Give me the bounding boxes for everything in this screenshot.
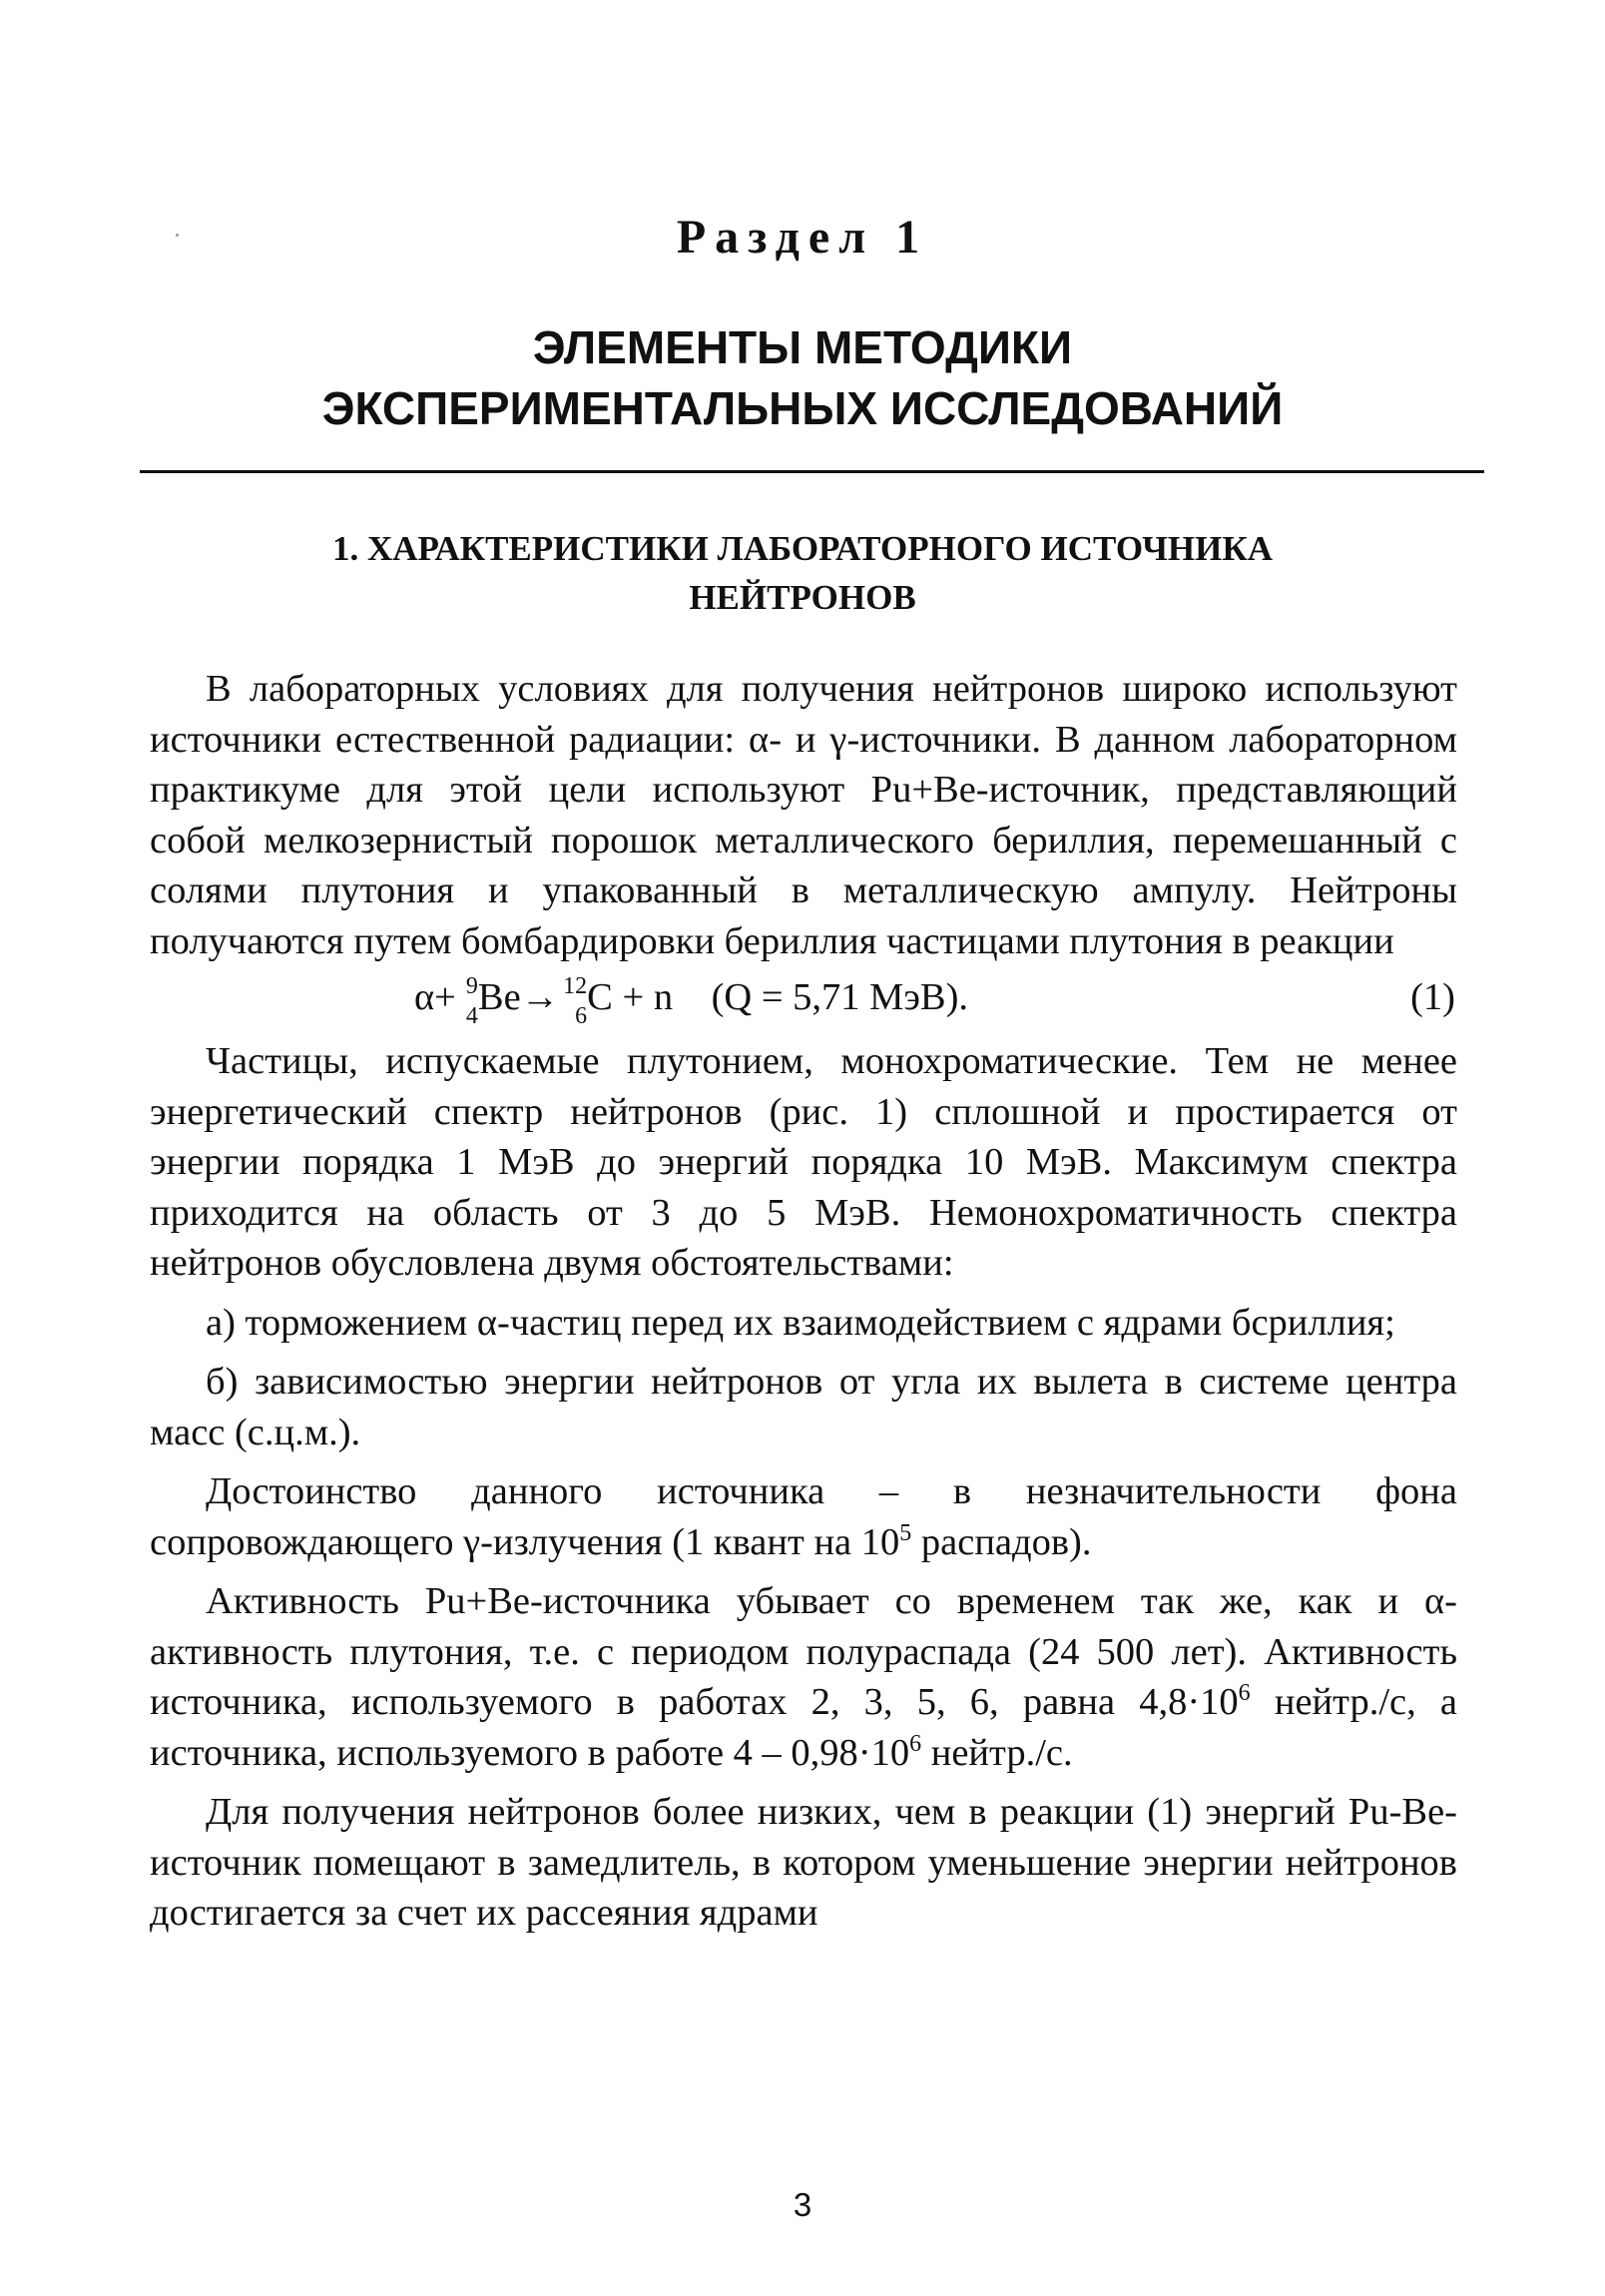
page-number: 3 (793, 2186, 812, 2223)
exponent: 6 (909, 1730, 922, 1757)
paragraph-reason-b: б) зависимостью энергии нейтронов от угла их вылета в системе центра масс (с.ц.м.). (150, 1361, 1457, 1453)
be-isotope-index: 9 4 (465, 973, 478, 1030)
main-title-line1: ЭЛЕМЕНТЫ МЕТОДИКИ (532, 321, 1073, 373)
eq-c-rest: C + n (587, 976, 674, 1018)
paragraph-spectrum: Частицы, испускаемые плутонием, монохроматические. Тем не менее энергетический спектр нейтронов (рис. 1) сплошной и простирается от энергии порядка 1 МэВ до энергий порядка 10 МэВ. Максимум спектра приходится на область от 3 до 5 МэВ. Немонохроматичность спектра нейтронов обусловлена двумя обстоятельствами: (150, 1040, 1457, 1284)
reaction-formula (414, 972, 969, 1030)
equation-number: (1) (1410, 976, 1455, 1018)
exponent: 6 (1238, 1680, 1251, 1707)
paragraph-intro: В лабораторных условиях для получения нейтронов широко используют источники естественной радиации: α- и γ-источники. В данном лабораторном практикуме для этой цели используют Pu+Be-источник, представляющий собой мелкозернистый порошок металлического бериллия, перемешанный с солями плутония и упакованный в металлическую ампулу. Нейтроны получаются путем бомбардировки бериллия частицами плутония в реакции (150, 668, 1457, 962)
main-title (0, 317, 1605, 439)
chapter-title-line1: 1. ХАРАКТЕРИСТИКИ ЛАБОРАТОРНОГО ИСТОЧНИКА (331, 529, 1273, 568)
paragraph-activity: Активность Pu+Be-источника убывает со временем так же, как и α-активность плутония, т.е. с периодом полураспада (24 500 лет). Активность источника, используемого в работах 2, 3, 5, 6, равна $4,8\cdot 10^6$ нейтр./с, а источника, используемого в работе $4 - 0,98\cdot 10^6$ нейтр./с. (150, 1580, 1457, 1774)
title-divider (140, 470, 1484, 473)
eq-alpha: α+ (414, 976, 456, 1018)
scan-speck (176, 234, 179, 237)
paragraph-advantage: Достоинство данного источника – в незначительности фона сопровождающего γ-излучения (1 квант на $10^5$ распадов). (150, 1470, 1457, 1563)
paragraph-moderator: Для получения нейтронов более низких, чем в реакции (1) энергий Pu-Be-источник помещают в замедлитель, в котором уменьшение энергии нейтронов достигается за счет их рассеяния ядрами (150, 1791, 1457, 1934)
chapter-title (0, 524, 1605, 622)
eq-q-value: (Q = 5,71 МэВ). (711, 976, 969, 1018)
c-isotope-index: 12 6 (563, 973, 588, 1030)
main-title-line2: ЭКСПЕРИМЕНТАЛЬНЫХ ИССЛЕДОВАНИЙ (321, 382, 1284, 434)
exponent: 5 (899, 1519, 912, 1546)
section-label: Раздел 1 (676, 211, 929, 264)
chapter-title-line2: НЕЙТРОНОВ (689, 578, 916, 617)
eq-be-symbol: Be→ (477, 976, 560, 1018)
paragraph-reason-a: а) торможением α-частиц перед их взаимодействием с ядрами бсриллия; (206, 1301, 1395, 1344)
body-text (150, 664, 1457, 1939)
equation-1 (150, 972, 1457, 1030)
